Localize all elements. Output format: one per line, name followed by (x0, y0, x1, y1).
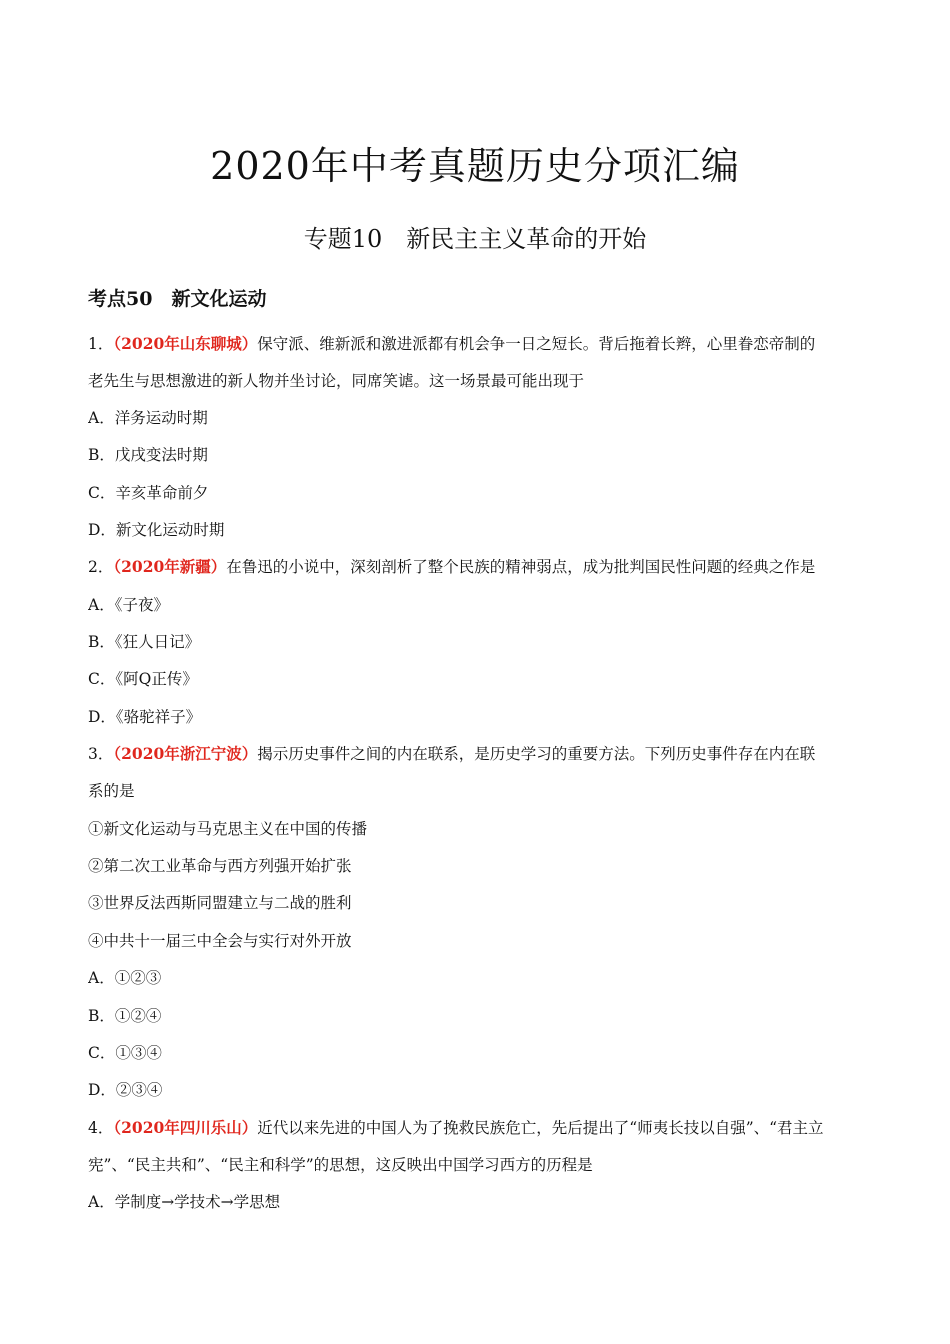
question-2-stem (88, 555, 868, 579)
option-c: C．辛亥革命前夕 (88, 484, 209, 502)
page-title: 2020年中考真题历史分项汇编 (210, 144, 740, 188)
statement-3: ③世界反法西斯同盟建立与二战的胜利 (88, 894, 352, 912)
question-4-stem (88, 1116, 868, 1140)
option-c: C．①③④ (88, 1044, 162, 1062)
option-a: A．《子夜》 (88, 596, 169, 614)
option-b: B．①②④ (88, 1007, 162, 1025)
question-number: 1． (88, 335, 114, 353)
statement-4: ④中共十一届三中全会与实行对外开放 (88, 932, 352, 950)
topic-subtitle: 专题10 新民主主义革命的开始 (303, 225, 647, 253)
question-text: 保守派、维新派和激进派都有机会争一日之短长。背后拖着长辫，心里眷恋帝制的 (257, 335, 816, 353)
question-1-stem (88, 332, 868, 356)
section-heading: 考点50 新文化运动 (88, 288, 267, 310)
option-a: A．洋务运动时期 (88, 409, 208, 427)
question-source: （2020年新疆） (113, 557, 227, 576)
question-3-stem-cont: 系的是 (88, 782, 135, 800)
option-c: C．《阿Q正传》 (88, 670, 198, 688)
question-3-stem (88, 742, 868, 766)
question-text: 近代以来先进的中国人为了挽救民族危亡，先后提出了“师夷长技以自强”、“君主立 (257, 1119, 824, 1137)
question-source: （2020年山东聊城） (113, 334, 258, 353)
option-b: B．戊戌变法时期 (88, 446, 208, 464)
question-source: （2020年四川乐山） (113, 1118, 258, 1137)
statement-1: ①新文化运动与马克思主义在中国的传播 (88, 820, 368, 838)
option-d: D．新文化运动时期 (88, 521, 225, 539)
question-number: 2． (88, 558, 114, 576)
question-text: 在鲁迅的小说中，深刻剖析了整个民族的精神弱点，成为批判国民性问题的经典之作是 (226, 558, 816, 576)
option-d: D．②③④ (88, 1081, 163, 1099)
option-a: A．学制度→学技术→学思想 (88, 1193, 281, 1211)
option-d: D．《骆驼祥子》 (88, 708, 202, 726)
question-source: （2020年浙江宁波） (113, 744, 258, 763)
statement-2: ②第二次工业革命与西方列强开始扩张 (88, 857, 352, 875)
question-text: 揭示历史事件之间的内在联系，是历史学习的重要方法。下列历史事件存在内在联 (257, 745, 816, 763)
option-b: B．《狂人日记》 (88, 633, 201, 651)
question-1-stem-cont: 老先生与思想激进的新人物并坐讨论，同席笑谑。这一场景最可能出现于 (88, 372, 585, 390)
question-number: 4． (88, 1119, 114, 1137)
question-4-stem-cont: 宪”、“民主共和”、“民主和科学”的思想，这反映出中国学习西方的历程是 (88, 1156, 593, 1174)
option-a: A．①②③ (88, 969, 162, 987)
question-number: 3． (88, 745, 114, 763)
